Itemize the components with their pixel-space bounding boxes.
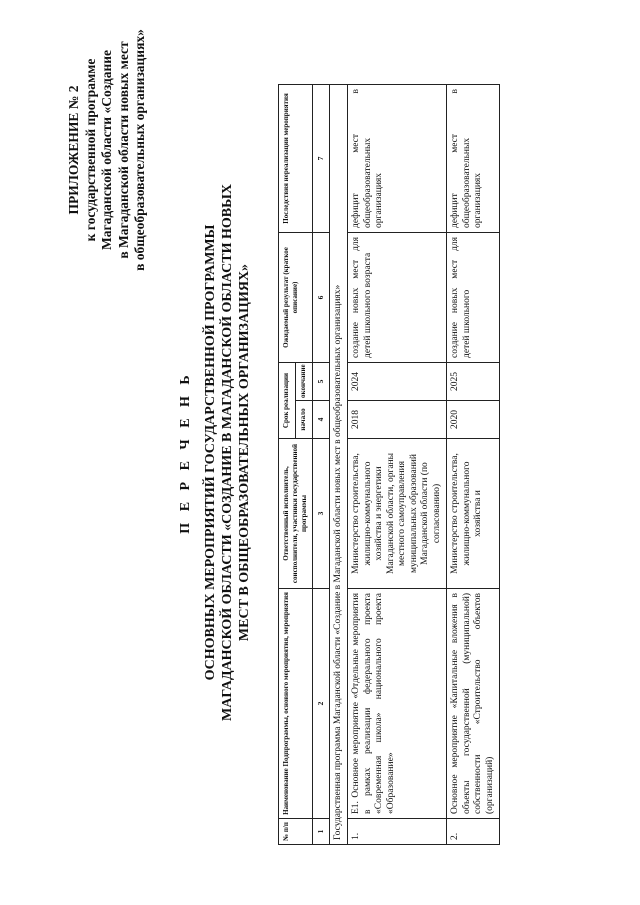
table-row	[348, 84, 447, 844]
column-number: 3	[313, 439, 330, 589]
document-heading	[178, 150, 253, 755]
document-subtitle-line: ОСНОВНЫХ МЕРОПРИЯТИЙ ГОСУДАРСТВЕННОЙ ПРОГРАММЫ	[203, 224, 218, 681]
appendix-number: ПРИЛОЖЕНИЕ № 2	[66, 85, 81, 215]
header-num: № п/п	[279, 819, 313, 845]
header-end: окончание	[296, 362, 313, 400]
column-number: 7	[313, 84, 330, 232]
row-end: 2024	[348, 362, 447, 400]
header-executor: Ответственный исполнитель, соисполнители, участники государственной программы	[279, 439, 313, 589]
row-result: создание новых мест для детей школьного возраста	[348, 232, 447, 362]
column-number: 2	[313, 589, 330, 819]
row-name: Основное мероприятие «Капитальные вложения в объекты государственной (муниципальной) собственности «Строительство объектов (организаций)	[447, 589, 500, 819]
header-consequences: Последствия нереализации мероприятия	[279, 84, 313, 232]
document-subtitle-line: МЕСТ В ОБЩЕОБРАЗОВАТЕЛЬНЫХ ОРГАНИЗАЦИЯХ»	[237, 263, 252, 642]
appendix-line: к государственной программе	[82, 58, 98, 242]
header-period: Срок реализации	[279, 362, 296, 438]
table-header-row	[279, 84, 296, 844]
document-title: П Е Р Е Ч Е Н Ь	[178, 371, 193, 534]
column-number: 1	[313, 819, 330, 845]
row-end: 2025	[447, 362, 500, 400]
row-start: 2020	[447, 401, 500, 439]
activities-table	[278, 84, 500, 845]
row-consequences: дефицит мест в общеобразовательных организациях	[447, 84, 500, 232]
column-number: 4	[313, 401, 330, 439]
section-title: Государственная программа Магаданской области «Создание в Магаданской области новых мест в общеобразовательных организациях»	[329, 84, 348, 844]
row-num: 1.	[348, 819, 447, 845]
column-numbers-row	[313, 84, 330, 844]
appendix-line: Магаданской области «Создание	[99, 49, 114, 251]
header-name: Наименование Подпрограммы, основного мероприятия, мероприятия	[279, 589, 313, 819]
section-row	[329, 84, 348, 844]
appendix-line: в Магаданской области новых мест	[115, 41, 131, 259]
row-result: создание новых мест для детей школьного	[447, 232, 500, 362]
column-number: 6	[313, 232, 330, 362]
row-executor: Министерство строительства, жилищно-коммунального хозяйства и энергетики Магаданской области, органы местного самоуправления муниципальных образований Магаданской области (по согласованию)	[348, 439, 447, 589]
appendix-line: в общеобразовательных организациях»	[132, 29, 147, 271]
row-name: Е1. Основное мероприятие «Отдельные мероприятия в рамках реализации федерального проекта «Современная школа» национального проекта «Образование»	[348, 589, 447, 819]
row-executor: Министерство строительства, жилищно-коммунального хозяйства и	[447, 439, 500, 589]
row-num: 2.	[447, 819, 500, 845]
header-start: начало	[296, 401, 313, 439]
appendix-header	[66, 25, 149, 275]
column-number: 5	[313, 362, 330, 400]
header-result: Ожидаемый результат (краткое описание)	[279, 232, 313, 362]
row-start: 2018	[348, 401, 447, 439]
row-consequences: дефицит мест в общеобразовательных организациях	[348, 84, 447, 232]
table-row	[447, 84, 500, 844]
document-subtitle-line: МАГАДАНСКОЙ ОБЛАСТИ «СОЗДАНИЕ В МАГАДАНСКОЙ ОБЛАСТИ НОВЫХ	[220, 184, 235, 721]
